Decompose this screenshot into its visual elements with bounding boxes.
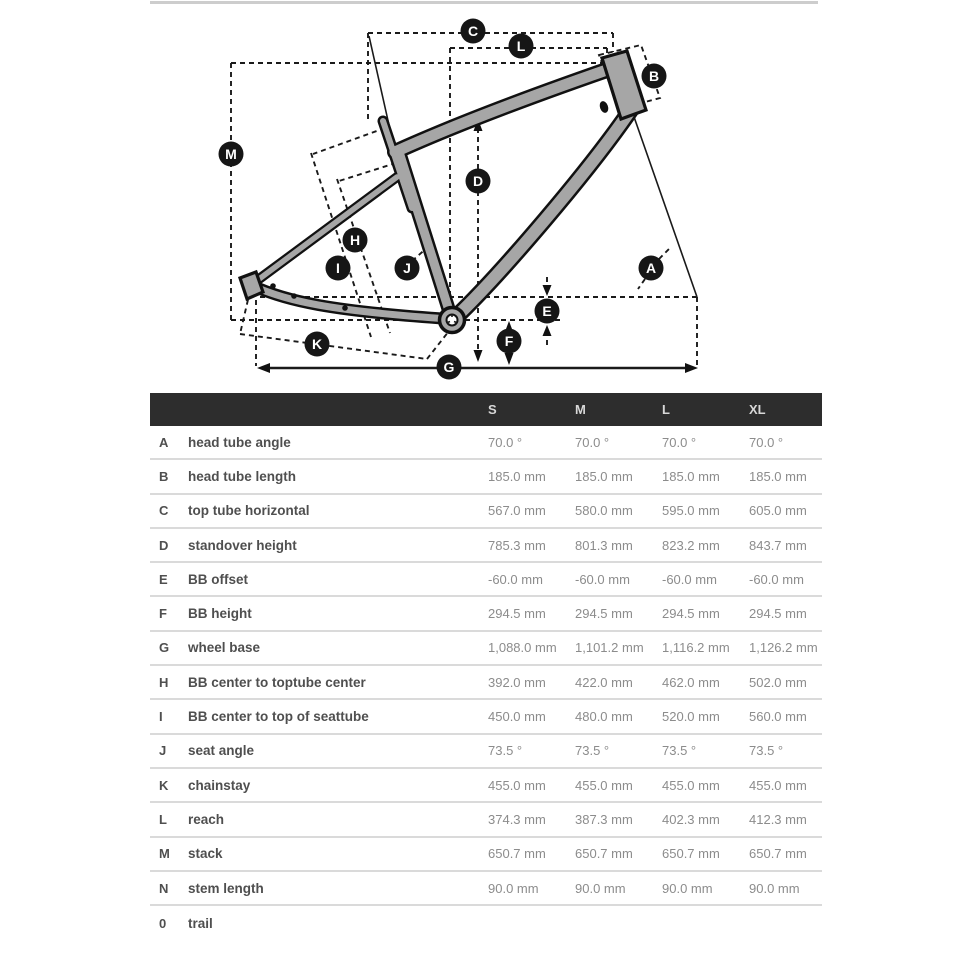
table-row-c — [150, 495, 822, 529]
frame-seatstay — [251, 177, 397, 285]
row-label: wheel base — [188, 640, 261, 656]
column-header-xl: XL — [749, 402, 766, 417]
row-value-s: 294.5 mm — [488, 606, 546, 622]
seat-tube-axis-line — [369, 36, 389, 125]
row-value-l: 73.5 ° — [662, 743, 697, 759]
row-label: BB height — [188, 606, 252, 622]
row-value-m: 650.7 mm — [575, 846, 633, 862]
geometry-table-header — [150, 393, 822, 426]
row-label: stem length — [188, 880, 264, 896]
row-value-xl: 90.0 mm — [749, 880, 800, 896]
row-key: J — [159, 743, 167, 759]
row-value-xl: 650.7 mm — [749, 846, 807, 862]
diagram-marker-letter-f: F — [504, 333, 514, 349]
row-value-l: -60.0 mm — [662, 571, 717, 587]
row-value-xl: 294.5 mm — [749, 606, 807, 622]
row-value-xl: 605.0 mm — [749, 503, 807, 519]
table-row-h — [150, 666, 822, 700]
bb-offset-arrow-down — [543, 285, 552, 296]
dim-head-angle-tick-lower — [638, 279, 645, 289]
row-value-l: 185.0 mm — [662, 468, 720, 484]
frame-cable-guide-3 — [342, 305, 348, 311]
diagram-marker-letter-b: B — [648, 68, 660, 84]
row-label: BB center to toptube center — [188, 674, 366, 690]
geometry-table-body — [150, 426, 822, 940]
row-key: E — [159, 571, 168, 587]
table-row-l — [150, 803, 822, 837]
wheelbase-arrow-left — [257, 363, 270, 373]
table-row-e — [150, 563, 822, 597]
row-value-s: 90.0 mm — [488, 880, 539, 896]
row-value-l: 402.3 mm — [662, 811, 720, 827]
column-header-s: S — [488, 402, 497, 417]
row-value-s: 567.0 mm — [488, 503, 546, 519]
column-header-m: M — [575, 402, 586, 417]
row-value-xl: 70.0 ° — [749, 434, 784, 450]
frame — [240, 51, 646, 333]
table-row-a — [150, 426, 822, 460]
row-value-m: 185.0 mm — [575, 468, 633, 484]
column-header-l: L — [662, 402, 670, 417]
frame-bolt-hole — [598, 100, 610, 114]
geometry-table — [150, 393, 822, 940]
row-key: F — [159, 606, 167, 622]
diagram-marker-letter-d: D — [472, 173, 484, 189]
row-value-m: 73.5 ° — [575, 743, 610, 759]
row-value-m: 90.0 mm — [575, 880, 626, 896]
row-value-xl: 843.7 mm — [749, 537, 807, 553]
row-label: seat angle — [188, 743, 255, 759]
row-key: G — [159, 640, 170, 656]
row-value-m: 801.3 mm — [575, 537, 633, 553]
row-value-s: 1,088.0 mm — [488, 640, 557, 656]
row-key: B — [159, 468, 169, 484]
table-row-k — [150, 769, 822, 803]
row-value-m: 1,101.2 mm — [575, 640, 644, 656]
frame-toptube — [395, 64, 624, 152]
dim-bb-seattube-top-connector — [313, 128, 385, 154]
row-value-s: 374.3 mm — [488, 811, 546, 827]
row-value-xl: 412.3 mm — [749, 811, 807, 827]
bb-offset-arrow-up — [543, 325, 552, 336]
row-key: D — [159, 537, 169, 553]
row-value-m: -60.0 mm — [575, 571, 630, 587]
row-key: N — [159, 880, 169, 896]
row-value-m: 70.0 ° — [575, 434, 610, 450]
frame-cable-guide-1 — [270, 283, 276, 289]
row-key: K — [159, 777, 169, 793]
row-value-l: 455.0 mm — [662, 777, 720, 793]
row-value-l: 650.7 mm — [662, 846, 720, 862]
row-value-s: 455.0 mm — [488, 777, 546, 793]
row-key: L — [159, 811, 167, 827]
dim-chainstay-line — [240, 334, 427, 359]
table-row-n — [150, 872, 822, 906]
dim-chainstay-right-connector — [427, 331, 449, 359]
row-key: C — [159, 503, 169, 519]
row-value-s: 785.3 mm — [488, 537, 546, 553]
diagram-marker-letter-h: H — [349, 232, 361, 248]
row-value-m: 294.5 mm — [575, 606, 633, 622]
diagram-marker-letter-a: A — [645, 260, 657, 276]
row-value-s: 392.0 mm — [488, 674, 546, 690]
row-label: BB offset — [188, 571, 248, 587]
row-value-s: 73.5 ° — [488, 743, 523, 759]
standover-arrow-down — [474, 350, 483, 362]
row-value-xl: 455.0 mm — [749, 777, 807, 793]
diagram-marker-letter-m: M — [225, 146, 237, 162]
row-value-xl: 73.5 ° — [749, 743, 784, 759]
row-value-xl: 185.0 mm — [749, 468, 807, 484]
row-value-l: 462.0 mm — [662, 674, 720, 690]
bike-geometry-diagram — [0, 0, 973, 392]
diagram-marker-letter-k: K — [311, 336, 323, 352]
row-label: stack — [188, 846, 223, 862]
row-key: M — [159, 846, 170, 862]
row-label: trail — [188, 915, 213, 931]
diagram-marker-letter-l: L — [516, 38, 526, 54]
row-value-l: 823.2 mm — [662, 537, 720, 553]
row-key: I — [159, 709, 163, 725]
table-row-g — [150, 632, 822, 666]
table-row-j — [150, 735, 822, 769]
table-row-f — [150, 597, 822, 631]
row-value-m: 422.0 mm — [575, 674, 633, 690]
row-key: A — [159, 434, 169, 450]
row-value-l: 595.0 mm — [662, 503, 720, 519]
dim-head-angle-tick-upper — [659, 249, 669, 259]
row-key: H — [159, 674, 169, 690]
row-value-xl: 1,126.2 mm — [749, 640, 818, 656]
table-row-0 — [150, 906, 822, 940]
row-value-m: 455.0 mm — [575, 777, 633, 793]
row-label: head tube angle — [188, 434, 291, 450]
row-value-s: 70.0 ° — [488, 434, 523, 450]
row-value-l: 520.0 mm — [662, 709, 720, 725]
row-label: BB center to top of seattube — [188, 709, 369, 725]
row-value-l: 90.0 mm — [662, 880, 713, 896]
row-key: 0 — [159, 915, 167, 931]
diagram-marker-letter-j: J — [403, 260, 411, 276]
row-value-l: 70.0 ° — [662, 434, 697, 450]
row-label: chainstay — [188, 777, 251, 793]
row-value-s: 185.0 mm — [488, 468, 546, 484]
row-value-m: 480.0 mm — [575, 709, 633, 725]
row-value-xl: 560.0 mm — [749, 709, 807, 725]
table-row-i — [150, 700, 822, 734]
row-value-m: 387.3 mm — [575, 811, 633, 827]
row-value-xl: 502.0 mm — [749, 674, 807, 690]
row-label: reach — [188, 811, 225, 827]
table-row-d — [150, 529, 822, 563]
row-value-s: -60.0 mm — [488, 571, 543, 587]
table-row-m — [150, 838, 822, 872]
diagram-marker-letter-c: C — [467, 23, 479, 39]
frame-cable-guide-2 — [291, 293, 297, 299]
frame-headtube — [602, 51, 646, 119]
row-value-l: 1,116.2 mm — [662, 640, 730, 656]
frame-seattube — [399, 152, 452, 320]
row-value-s: 450.0 mm — [488, 709, 546, 725]
row-value-s: 650.7 mm — [488, 846, 546, 862]
table-row-b — [150, 460, 822, 494]
row-label: standover height — [188, 537, 297, 553]
row-value-l: 294.5 mm — [662, 606, 720, 622]
row-label: head tube length — [188, 468, 296, 484]
row-value-xl: -60.0 mm — [749, 571, 804, 587]
diagram-marker-letter-g: G — [443, 359, 455, 375]
diagram-marker-letter-e: E — [542, 303, 552, 319]
bb-height-arrow-down — [505, 353, 514, 365]
diagram-marker-letter-i: I — [336, 260, 340, 276]
row-value-m: 580.0 mm — [575, 503, 633, 519]
row-label: top tube horizontal — [188, 503, 310, 519]
